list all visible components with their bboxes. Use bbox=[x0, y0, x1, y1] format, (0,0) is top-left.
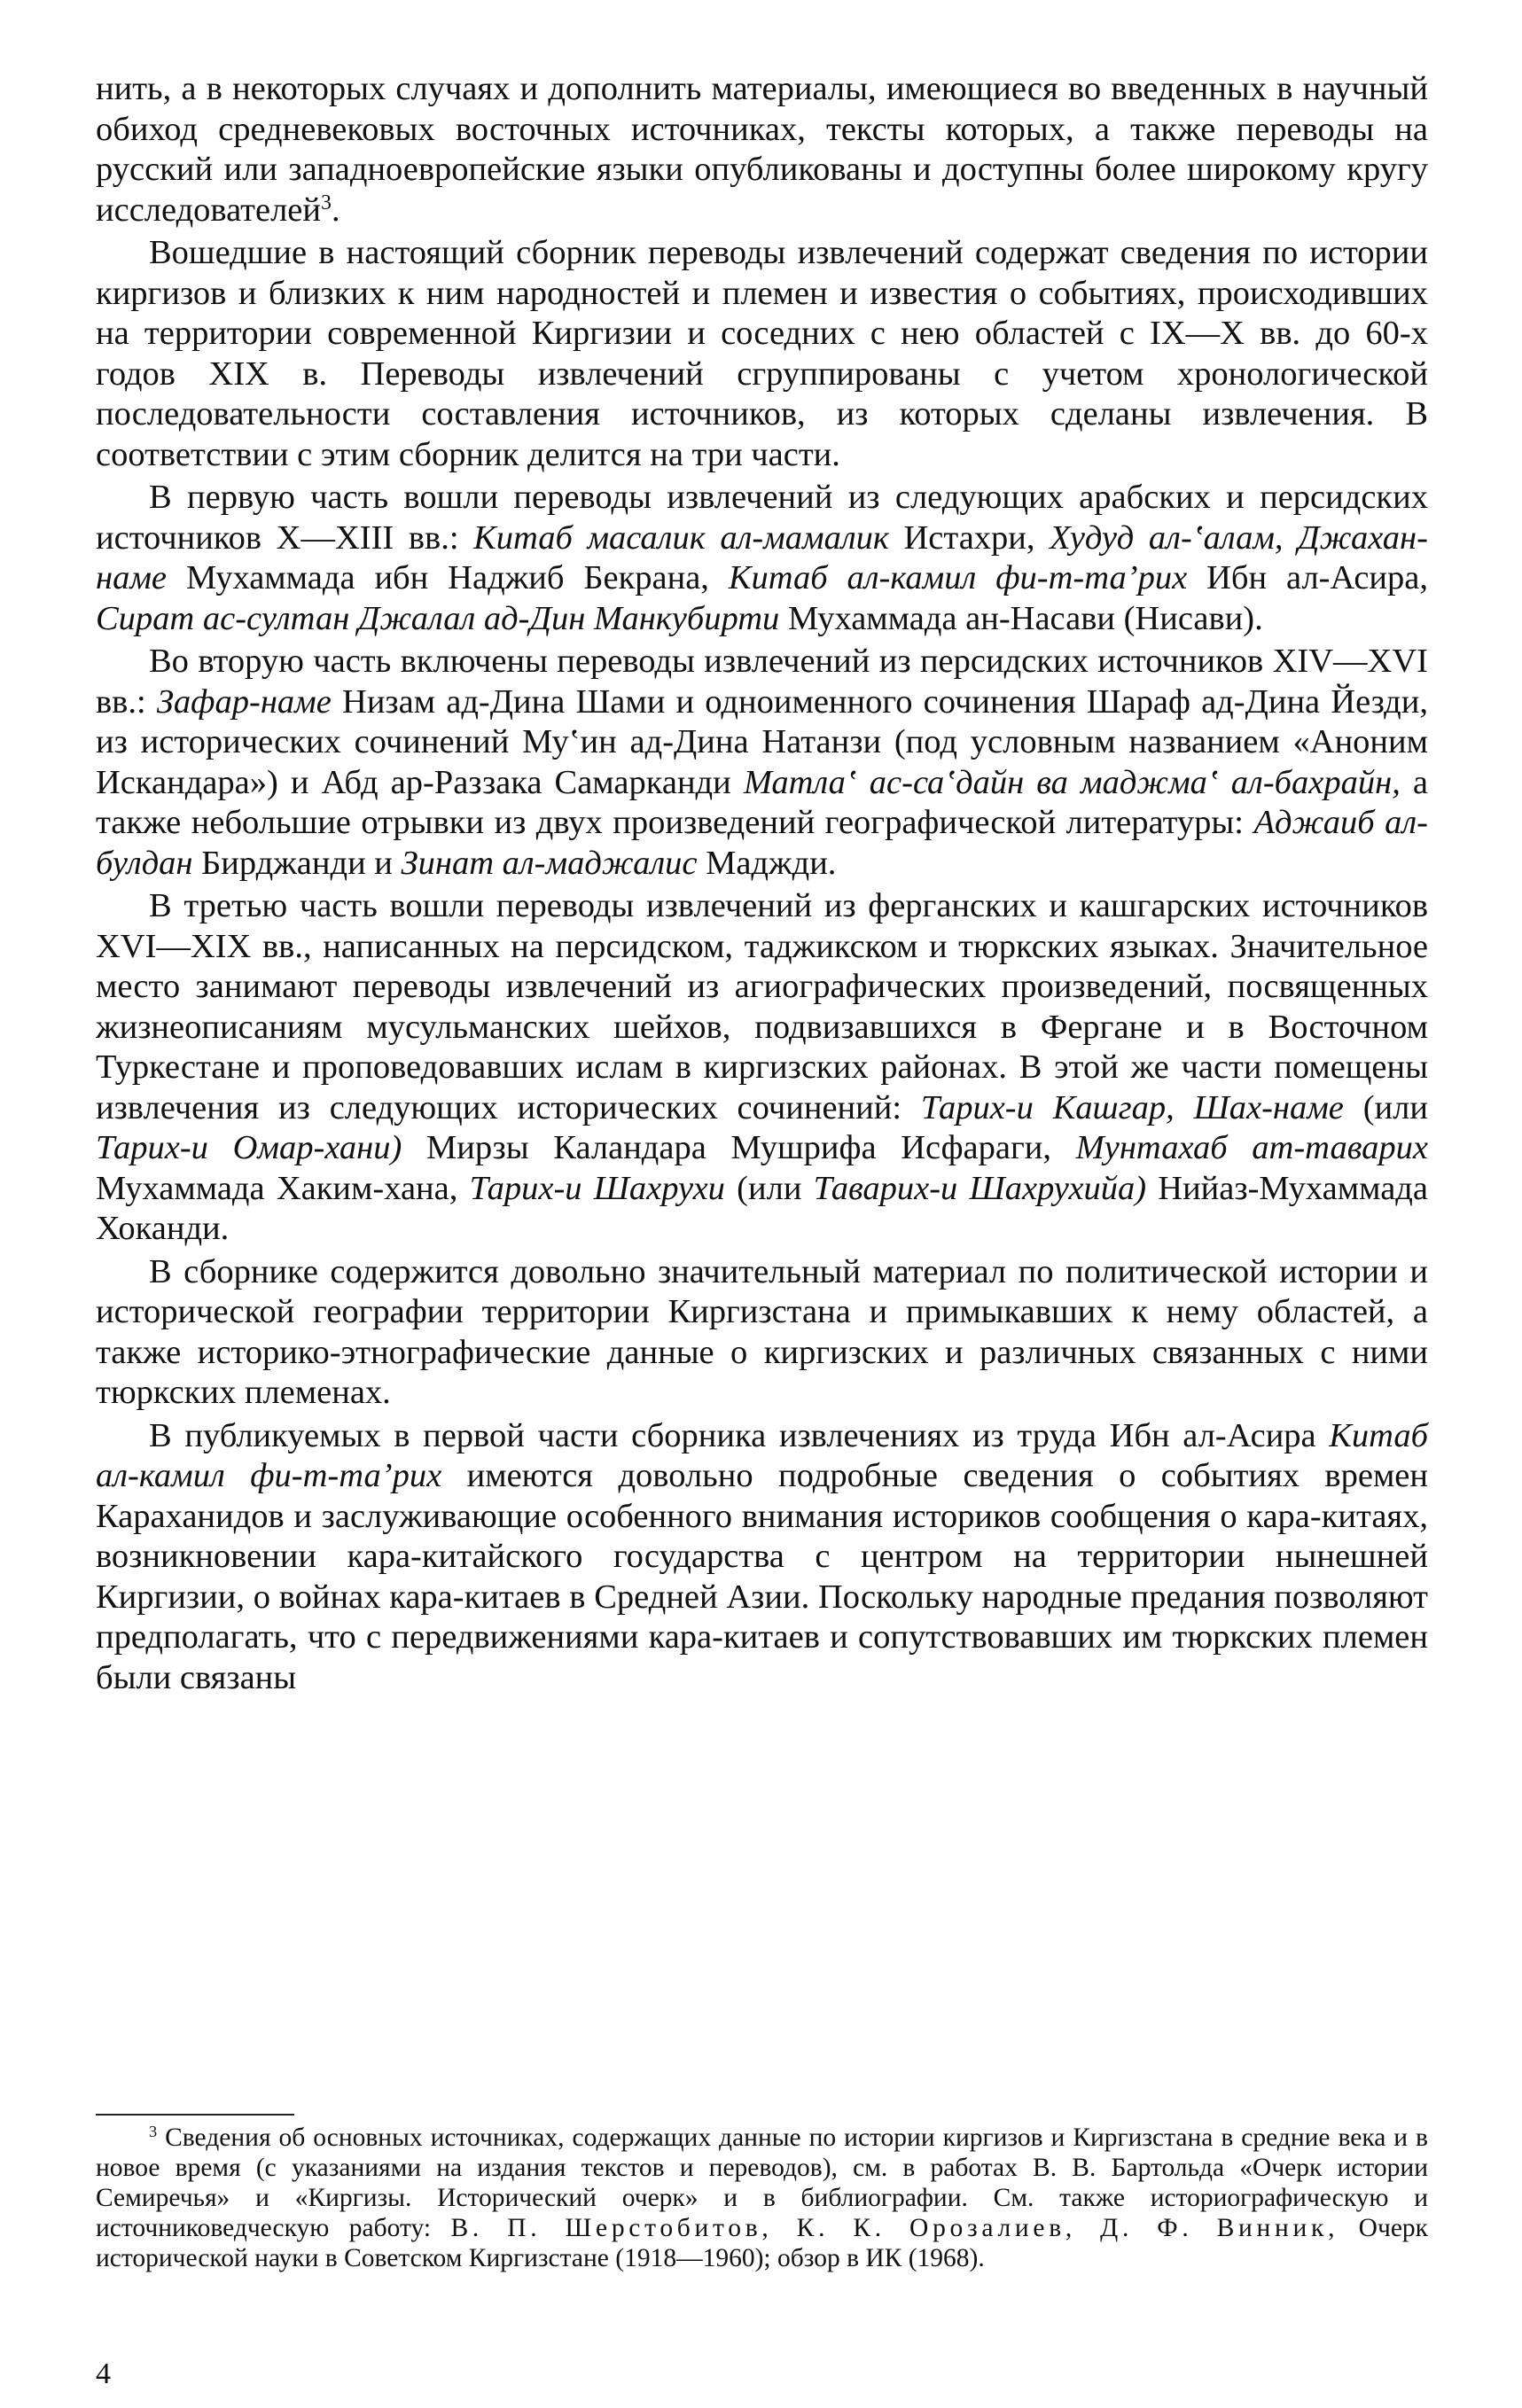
text-run: Бирджанди и bbox=[192, 844, 402, 882]
text-run: В третью часть вошли переводы извлечений из ферганских и кашгарских источников XVI—XIX вв., написанных на персидском, таджикском и тюркских языках. Значительное место занимают переводы извлечений из агиографических произведений, посвященных жизнеописаниям мусульманских шейхов, подвизавшихся в Фергане и в Восточном Туркестане и проповедовавших ислам в киргизских районах. В этой же части помещены извлечения из следующих исторических сочинений: bbox=[96, 887, 1428, 1126]
paragraph bbox=[96, 233, 1428, 475]
text-run: нить, а в некоторых случаях и дополнить материалы, имеющиеся во введенных в научный обиход средневековых восточных источниках, тексты которых, а также переводы на русский или западноевропейские языки опубликованы и доступны более широкому кругу исследователей bbox=[96, 70, 1428, 229]
text-run: имеются довольно подробные сведения о событиях времен Караханидов и заслуживающие особенного внимания историков сообщения о кара-китаях, возникновении кара-китайского государства с центром на территории нынешней Киргизии, о войнах кара-китаев в Средней Азии. Поскольку народные предания позволяют предполагать, что с передвижениями кара-китаев и сопутствовавших им тюркских племен были связаны bbox=[96, 1457, 1428, 1696]
italic-title: Мунтахаб ат-таварих bbox=[1075, 1129, 1428, 1166]
italic-title: Зафар-наме bbox=[156, 682, 332, 721]
italic-title: Матлаʽ ас-саʽдайн ва маджмаʽ ал-бахрайн, bbox=[743, 763, 1401, 801]
italic-title: Тарих-и Шахрухи bbox=[469, 1169, 725, 1207]
paragraph bbox=[96, 642, 1428, 884]
text-run: Истахри, bbox=[888, 518, 1050, 557]
italic-title: Китаб ал-камил фи-т-та’рих bbox=[96, 1416, 1428, 1494]
author-names: В. П. Шерстобитов, К. К. Орозалиев, Д. Ф. Винник, bbox=[450, 2214, 1339, 2242]
text-run: Нийаз-Мухаммада Хоканди. bbox=[96, 1169, 1428, 1247]
footnote-divider bbox=[96, 2114, 294, 2116]
footnote-ref: 3 bbox=[149, 2122, 158, 2140]
page-number: 4 bbox=[96, 2357, 111, 2390]
italic-title: Китаб ал-камил фи-т-та’рих bbox=[728, 559, 1188, 596]
italic-title: Аджаиб ал-булдан bbox=[96, 804, 1428, 882]
italic-title: Китаб масалик ал-мамалик bbox=[473, 518, 889, 557]
paragraph bbox=[96, 1416, 1428, 1699]
text-run: В публикуемых в первой части сборника извлечениях из труда Ибн ал-Асира bbox=[149, 1416, 1330, 1454]
text-run: а также небольшие отрывки из двух произведений географической литературы: bbox=[96, 763, 1428, 841]
text-run: В сборнике содержится довольно значительный материал по политической истории и исторической географии территории Киргизстана и примыкавших к нему областей, а также историко-этнографические данные о киргизских и различных связанных с ними тюркских племенах. bbox=[96, 1252, 1428, 1411]
italic-title: Худуд ал-ʽалам, Джахан-наме bbox=[96, 518, 1428, 596]
italic-title: Зинат ал-маджалис bbox=[401, 844, 698, 882]
paragraph bbox=[96, 69, 1428, 230]
italic-title: Сират ас-султан Джалал ад-Дин Манкубирти bbox=[96, 599, 780, 637]
paragraph bbox=[96, 886, 1428, 1250]
text-run: Низам ад-Дина Шами и одноименного сочинения Шараф ад-Дина Йезди, из исторических сочинений Муʽин ад-Дина Натанзи (под условным названием «Аноним Искандара») и Абд ар-Раззака Самарканди bbox=[96, 682, 1429, 801]
italic-title: Тарих-и Омар-хани) bbox=[96, 1129, 402, 1166]
text-run: . bbox=[331, 191, 340, 229]
text-run: (или bbox=[1343, 1088, 1428, 1126]
text-run: Мухаммада ан-Насави (Нисави). bbox=[779, 599, 1263, 637]
italic-title: Тарих-и Кашгар, Шах-наме bbox=[920, 1088, 1344, 1126]
footnote-ref: 3 bbox=[321, 191, 332, 214]
text-run: В первую часть вошли переводы извлечений из следующих арабских и персидских источников X—XIII вв.: bbox=[96, 479, 1428, 557]
text-run: Во вторую часть включены переводы извлечений из персидских источников XIV—XVI вв.: bbox=[96, 643, 1428, 721]
text-run: Ибн ал-Асира, bbox=[1187, 559, 1428, 596]
footnote bbox=[96, 2123, 1428, 2273]
text-run: Мухаммада Хаким-хана, bbox=[96, 1169, 470, 1207]
text-run: Мирзы Каландара Мушрифа Исфараги, bbox=[402, 1129, 1076, 1166]
italic-title: Таварих-и Шахрухийа) bbox=[813, 1169, 1147, 1207]
body-text bbox=[96, 69, 1428, 1698]
text-run: Сведения об основных источниках, содержащих данные по истории киргизов и Киргизстана в средние века и в новое время (с указаниями на издания текстов и переводов), см. в работах В. В. Бартольда «Очерк истории Семиречья» и «Киргизы. Исторический очерк» и в библиографии. См. также историографическую и источниковедческую работу: bbox=[96, 2124, 1428, 2242]
text-run: Мухаммада ибн Наджиб Бекрана, bbox=[167, 559, 729, 596]
text-run: Очерк исторической науки в Советском Киргизстане (1918—1960); обзор в ИК (1968). bbox=[96, 2214, 1428, 2272]
text-run: Маджди. bbox=[697, 844, 837, 882]
text-run: Вошедшие в настоящий сборник переводы извлечений содержат сведения по истории киргизов и близких к ним народностей и племен и известия о событиях, происходивших на территории современной Киргизии и соседних с нею областей с IX—X вв. до 60-х годов XIX в. Переводы извлечений сгруппированы с учетом хронологической последовательности составления источников, из которых сделаны извлечения. В соответствии с этим сборник делится на три части. bbox=[96, 234, 1428, 473]
paragraph bbox=[96, 1252, 1428, 1414]
paragraph bbox=[96, 478, 1428, 639]
text-run: (или bbox=[724, 1169, 814, 1207]
